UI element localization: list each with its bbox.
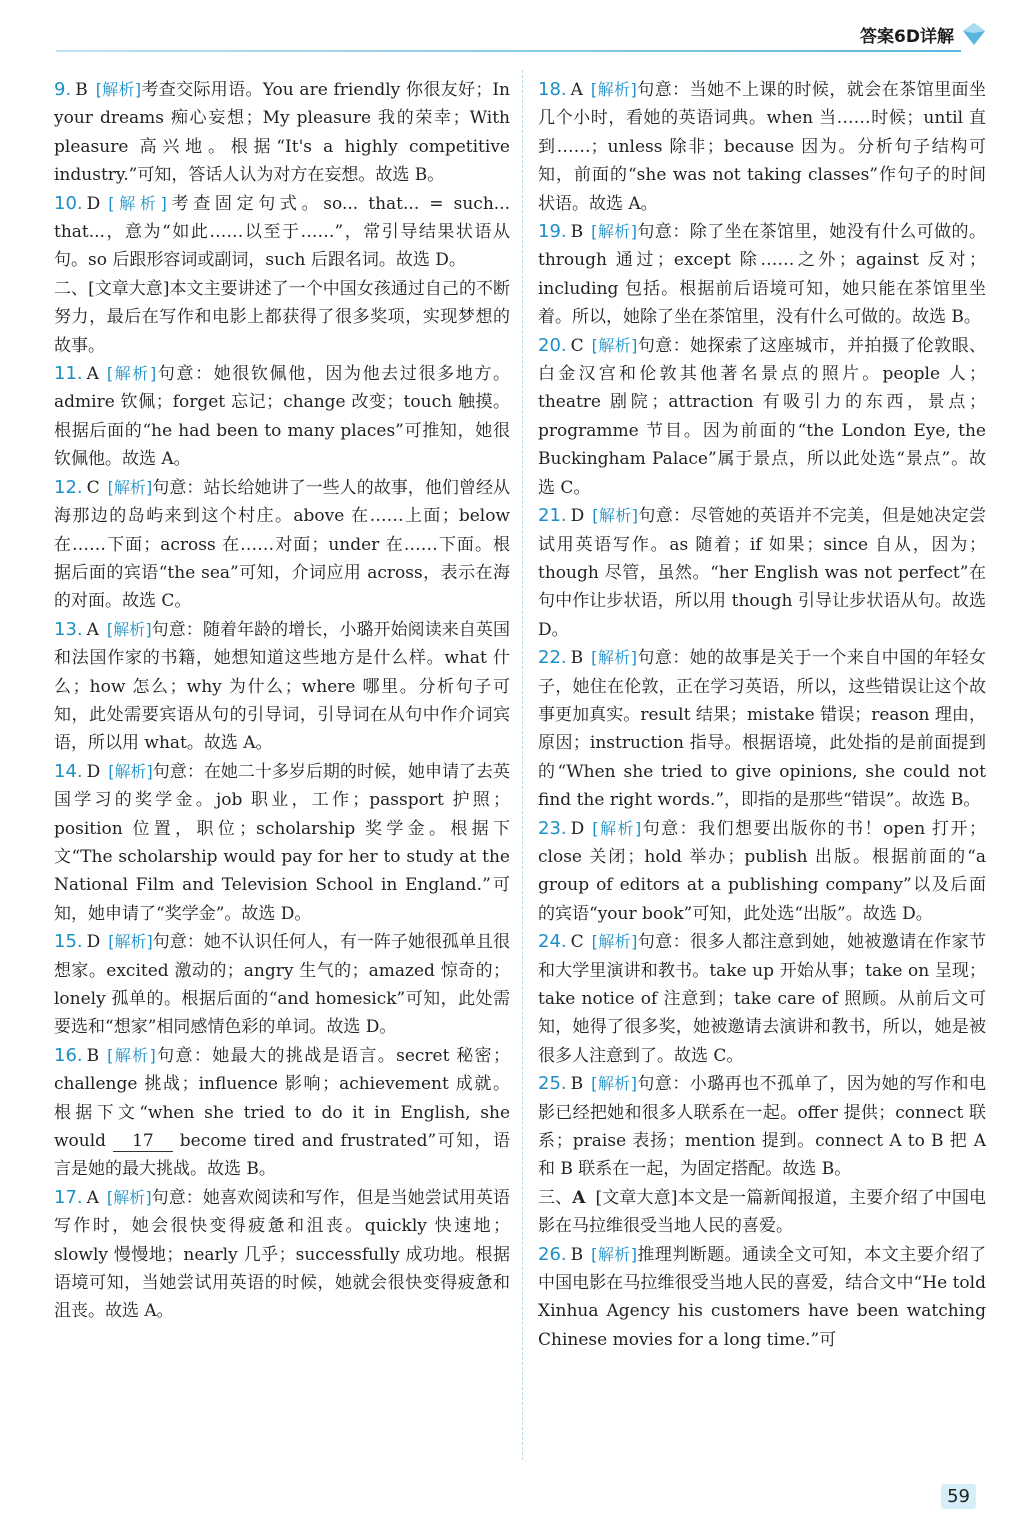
analysis-text: 句意：站长给她讲了一些人的故事，他们曾经从海那边的岛屿来到这个村庄。above 在……上面；below 在……下面；across 在……对面；under 在……下面。根据后面的宾语“the sea”可知，介词应用 across，表示在海的对面。故选 C。	[54, 477, 510, 612]
analysis-text: 句意：当她不上课的时候，就会在茶馆里面坐几个小时，看她的英语词典。when 当……时候；until 直到……；unless 除非；because 因为。分析句子结构可知，前面的“she was not taking classes”作句子的时间状语。故选 A。	[538, 80, 986, 214]
section-summary	[538, 1184, 986, 1241]
answer-item	[54, 758, 510, 928]
answer-item	[54, 190, 510, 275]
analysis-text: 考查固定句式。so... that... = such... that...，意为“如此……以至于……”，常引导结果状语从句。so 后跟形容词或副词，such 后跟名词。故选 D。	[54, 193, 510, 271]
question-number: 22.	[538, 647, 567, 669]
answer-item	[538, 502, 986, 644]
answer-letter: B	[570, 222, 584, 243]
analysis-text: 句意：她很钦佩他，因为他去过很多地方。admire 钦佩；forget 忘记；change 改变；touch 触摸。根据后面的“he had been to many places”可推知，她很钦佩他。故选 A。	[54, 364, 510, 470]
answer-letter: C	[570, 932, 584, 953]
summary-tag: [文章大意]	[595, 1187, 678, 1208]
answer-letter: A	[86, 364, 99, 385]
answer-letter: D	[570, 506, 585, 527]
question-number: 25.	[538, 1073, 567, 1095]
answer-letter: A	[86, 619, 99, 640]
analysis-tag: [解析]	[106, 1187, 152, 1207]
answer-item	[538, 332, 986, 502]
analysis-tag: [解析]	[107, 1045, 156, 1065]
answer-item	[54, 1184, 510, 1326]
question-number: 18.	[538, 79, 567, 100]
analysis-tag: [解析]	[592, 818, 642, 838]
answer-letter: A	[570, 80, 583, 100]
question-number: 9.	[54, 79, 72, 100]
answer-item	[538, 218, 986, 332]
question-number: 14.	[54, 760, 83, 782]
answer-item	[54, 76, 510, 190]
header-rule	[56, 50, 961, 52]
passage-letter: A	[572, 1187, 586, 1208]
analysis-text: 句意：除了坐在茶馆里，她没有什么可做的。through 通过；except 除……之外；against 反对；including 包括。根据前后语境可知，她只能在茶馆里坐着。所以，她除了坐在茶馆里，没有什么可做的。故选 B。	[538, 222, 986, 328]
answer-item	[54, 928, 510, 1042]
analysis-text: 句意：小璐再也不孤单了，因为她的写作和电影已经把她和很多人联系在一起。offer 提供；connect 联系；praise 表扬；mention 提到。connect A to B 把 A 和 B 联系在一起，为固定搭配。故选 B。	[538, 1074, 986, 1180]
analysis-text: 句意：她探索了这座城市，并拍摄了伦敦眼、白金汉宫和伦敦其他著名景点的照片。people 人；theatre 剧院；attraction 有吸引力的东西，景点；programme 节目。因为前面的“the London Eye, the Buckingham Palace”属于景点，所以此处选“景点”。故选 C。	[538, 335, 986, 498]
answer-letter: B	[75, 80, 88, 100]
question-number: 26.	[538, 1243, 567, 1265]
question-number: 10.	[54, 192, 83, 214]
question-number: 21.	[538, 505, 567, 527]
right-column	[538, 76, 986, 1354]
analysis-text: 推理判断题。通读全文可知，本文主要介绍了中国电影在马拉维很受当地人民的喜爱，结合文中“He told Xinhua Agency his customers have been watching Chinese movies for a long time.”可	[538, 1244, 986, 1350]
answer-item	[538, 815, 986, 929]
answer-letter: D	[570, 818, 585, 839]
answer-item	[538, 76, 986, 218]
page-number: 59	[941, 1484, 976, 1509]
summary-tag: [文章大意]	[88, 278, 170, 299]
analysis-tag: [解析]	[591, 335, 638, 355]
answer-item	[538, 1070, 986, 1184]
answer-item	[54, 474, 510, 616]
analysis-text: 句意：我们想要出版你的书！open 打开；close 关闭；hold 举办；publish 出版。根据前面的“a group of editors at a publishing company”以及后面的宾语“your book”可知，此处选“出版”。故选 D。	[538, 818, 986, 924]
answer-letter: B	[570, 648, 584, 669]
answer-item	[54, 360, 510, 474]
summary-text: 本文是一篇新闻报道，主要介绍了中国电影在马拉维很受当地人民的喜爱。	[538, 1187, 987, 1237]
analysis-tag: [解析]	[591, 932, 638, 952]
question-number: 15.	[54, 931, 83, 953]
analysis-text: 考查交际用语。You are friendly 你很友好；In your dreams 痴心妄想；My pleasure 我的荣幸；With pleasure 高兴地。根据“It's a highly competitive industry.”可知，答话人认为对方在妄想。故选 B。	[54, 80, 510, 186]
analysis-tag: [解析]	[107, 477, 153, 497]
analysis-text: 句意：尽管她的英语并不完美，但是她决定尝试用英语写作。as 随着；if 如果；since 自从，因为；though 尽管，虽然。“her English was not perfect”在句中作让步状语，所以用 though 引导让步状语从句。故选 D。	[538, 506, 986, 640]
question-number: 11.	[54, 363, 83, 385]
answer-letter: D	[86, 761, 101, 782]
answer-item	[538, 1241, 986, 1355]
analysis-tag: [解析]	[108, 932, 153, 952]
answer-letter: D	[86, 932, 101, 953]
answer-letter: C	[86, 477, 100, 498]
question-number: 20.	[538, 334, 567, 356]
analysis-text: 句意：很多人都注意到她，她被邀请在作家节和大学里演讲和教书。take up 开始从事；take on 呈现；take notice of 注意到；take care of 照顾。从前后文可知，她得了很多奖，她被邀请去演讲和教书，所以，她是被很多人注意到了。故选 C。	[538, 932, 986, 1066]
analysis-text: 句意：她的故事是关于一个来自中国的年轻女子，她住在伦敦，正在学习英语，所以，这些错误让这个故事更加真实。result 结果；mistake 错误；reason 理由，原因；instruction 指导。根据语境，此处指的是前面提到的“When she tried to give opinions, she could not find the right words.”，即指的是那些“错误”。故选 B。	[538, 648, 986, 811]
gem-icon	[960, 20, 988, 48]
analysis-text: 句意：她最大的挑战是语言。secret 秘密；challenge 挑战；influence 影响；achievement 成就。根据下文“when she tried to do it in English, she would	[54, 1045, 510, 1152]
section-summary	[54, 275, 510, 360]
analysis-tag: [解析]	[95, 80, 142, 99]
analysis-tag: [解析]	[108, 761, 153, 781]
analysis-text: become tired and frustrated”可知，语言是她的最大挑战。故选 B。	[54, 1131, 510, 1180]
summary-text: 本文主要讲述了一个中国女孩通过自己的不断努力，最后在写作和电影上都获得了很多奖项，实现梦想的故事。	[54, 278, 511, 356]
analysis-text: 句意：随着年龄的增长，小璐开始阅读来自英国和法国作家的书籍，她想知道这些地方是什么样。what 什么；how 怎么；why 为什么；where 哪里。分析句子可知，此处需要宾语从句的引导词，引导词在从句中作介词宾语，所以用 what。故选 A。	[54, 619, 510, 754]
analysis-tag: [解析]	[591, 648, 637, 668]
question-number: 13.	[54, 618, 83, 640]
analysis-text: 句意：在她二十多岁后期的时候，她申请了去英国学习的奖学金。job 职业，工作；passport 护照；position 位置，职位；scholarship 奖学金。根据下文“The scholarship would pay for her to study at the National Film and Television School in England.”可知，她申请了“奖学金”。故选 D。	[54, 761, 510, 924]
analysis-text: 句意：她不认识任何人，有一阵子她很孤单且很想家。excited 激动的；angry 生气的；amazed 惊奇的；lonely 孤单的。根据后面的“and homesick”可知，此处需要选和“想家”相同感情色彩的单词。故选 D。	[54, 932, 510, 1038]
question-number: 12.	[54, 476, 83, 498]
analysis-tag: [解析]	[106, 364, 157, 384]
answer-letter: B	[570, 1074, 584, 1095]
answer-item	[54, 616, 510, 758]
analysis-tag: [解析]	[591, 1244, 637, 1264]
analysis-tag: [解析]	[591, 1074, 637, 1094]
answer-letter: C	[570, 335, 584, 356]
answer-letter: D	[86, 193, 101, 214]
column-divider	[522, 70, 523, 1460]
answer-letter: A	[86, 1187, 99, 1208]
question-number: 17.	[54, 1186, 83, 1208]
question-number: 19.	[538, 221, 567, 243]
analysis-tag: [解析]	[591, 222, 637, 242]
section-label: 三、	[538, 1187, 573, 1208]
question-number: 16.	[54, 1044, 83, 1066]
analysis-tag: [解析]	[106, 619, 152, 639]
question-number: 24.	[538, 931, 567, 953]
answer-letter: B	[570, 1244, 584, 1265]
answer-letter: B	[86, 1045, 100, 1066]
left-column	[54, 76, 510, 1326]
answer-item	[538, 644, 986, 814]
analysis-tag: [解析]	[108, 193, 167, 213]
answer-item	[538, 928, 986, 1070]
analysis-tag: [解析]	[590, 80, 637, 99]
analysis-tag: [解析]	[592, 506, 638, 526]
question-number: 23.	[538, 817, 567, 839]
answer-item	[54, 1042, 510, 1184]
analysis-text: 句意：她喜欢阅读和写作，但是当她尝试用英语写作时，她会很快变得疲惫和沮丧。quickly 快速地；slowly 慢慢地；nearly 几乎；successfully 成功地。根据语境可知，当她尝试用英语的时候，她就会很快变得疲惫和沮丧。故选 A。	[54, 1187, 510, 1322]
section-label: 二、	[54, 278, 89, 299]
blank-number: 17	[113, 1131, 173, 1152]
header-title: 答案6D详解	[860, 27, 954, 47]
